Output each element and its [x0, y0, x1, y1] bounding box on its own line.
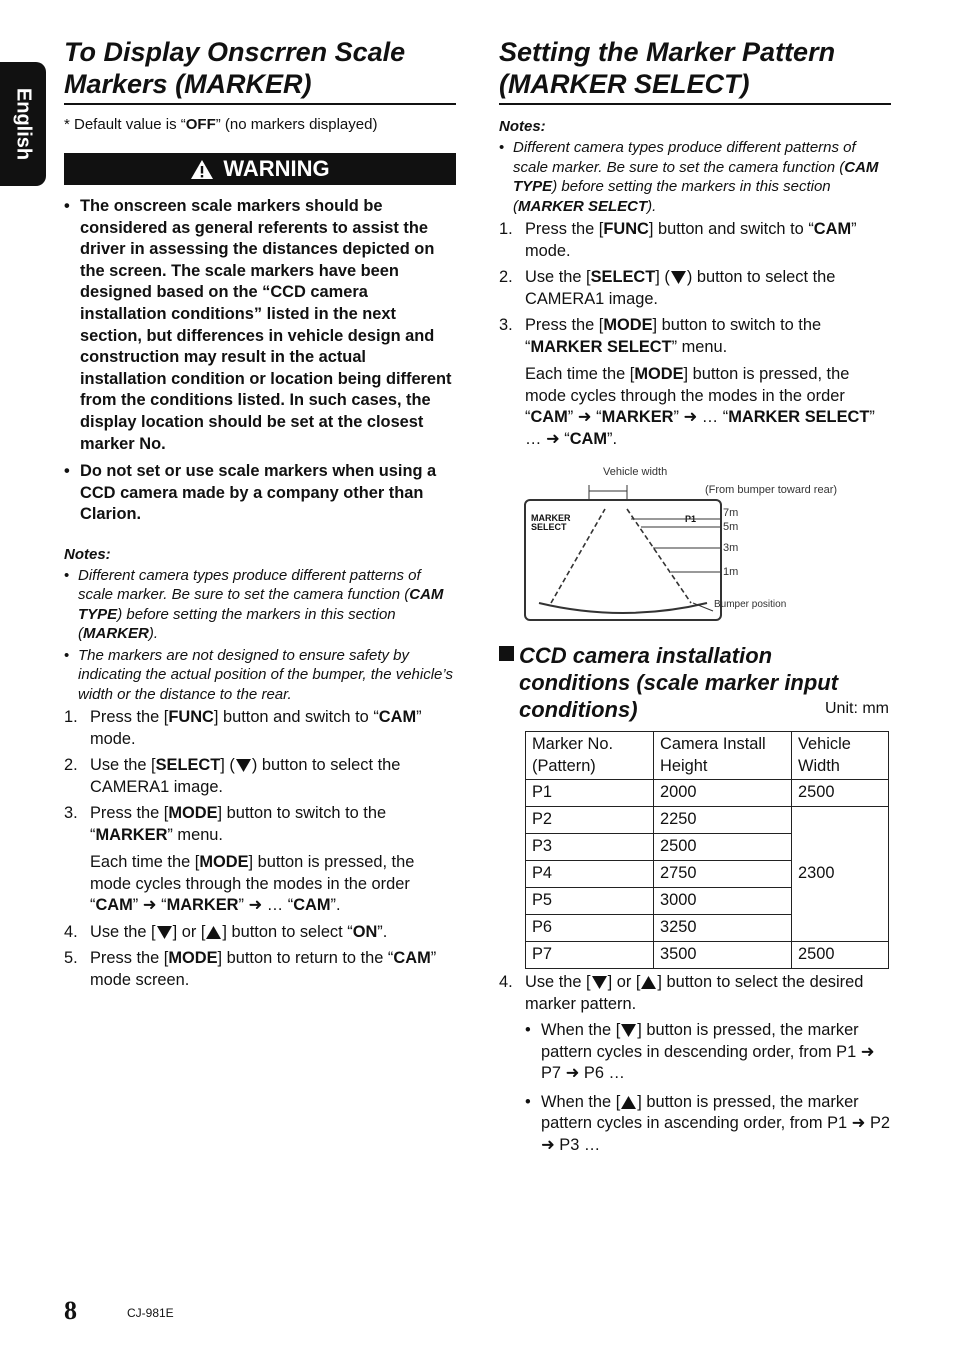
- cell-marker: P6: [526, 915, 654, 942]
- cell-height: 2250: [654, 807, 792, 834]
- screen-label: MARKER: [531, 513, 571, 523]
- default-text: Default value is “: [69, 116, 186, 133]
- cell-marker: P5: [526, 888, 654, 915]
- right-steps: [499, 219, 891, 450]
- down-triangle-icon: [621, 1023, 636, 1037]
- unit-label: Unit: mm: [825, 700, 889, 717]
- warning-item: • Do not set or use scale markers when using a CCD camera made by a company other than Clarion.: [64, 461, 456, 526]
- distance-label: 7m: [723, 507, 739, 519]
- right-column: [499, 36, 891, 1163]
- bullet-descending: • When the [ ] button is pressed, the marker pattern cycles in descending order, from P1 ➜ P7 ➜ P6 …: [525, 1020, 891, 1085]
- step-4: 4. Use the [ ] or [ ] button to select the desired marker pattern. • When the [ ] button is pressed, the marker pattern cycles in descending order, from P1 ➜ P7 ➜ P6 … • When the [ ] button is pressed, the marker pattern cycles in ascending order, from P1 ➜ P2 ➜ P3 …: [499, 972, 891, 1156]
- distance-label: 5m: [723, 521, 739, 533]
- note-item: • Different camera types produce different patterns of scale marker. Be sure to set the camera function (CAM TYPE) before setting the markers in this section (MARKER SELECT).: [499, 138, 891, 216]
- cell-width: 2500: [792, 780, 889, 807]
- bumper-label: Bumper position: [714, 599, 787, 610]
- right-title-line1: Setting the Marker Pattern: [499, 37, 836, 67]
- note-item: • Different camera types produce different patterns of scale marker. Be sure to set the camera function (CAM TYPE) before setting the markers in this section (MARKER).: [64, 566, 456, 644]
- step-1: 1. Press the [FUNC] button and switch to “CAM” mode.: [64, 708, 422, 748]
- table-row: [526, 807, 889, 834]
- step-5: 5. Press the [MODE] button to return to the “CAM” mode screen.: [64, 949, 437, 989]
- col-header: Marker No. (Pattern): [526, 732, 654, 780]
- step-2: 2. Use the [SELECT] ( ) button to select the CAMERA1 image.: [499, 268, 836, 308]
- vehicle-width-label: Vehicle width: [603, 466, 668, 478]
- col-header: Vehicle Width: [792, 732, 889, 780]
- model-number: CJ-981E: [127, 1306, 174, 1320]
- cell-height: 2000: [654, 780, 792, 807]
- default-text-end: ” (no markers displayed): [215, 116, 378, 133]
- left-column: [64, 36, 456, 996]
- notes-list: [64, 566, 456, 705]
- cell-width: 2500: [792, 942, 889, 969]
- cell-height: 2500: [654, 834, 792, 861]
- cell-height: 3250: [654, 915, 792, 942]
- asterisk: *: [64, 116, 70, 133]
- warning-list: [64, 196, 456, 526]
- pattern-label: P1: [685, 514, 697, 524]
- marker-diagram: [513, 463, 873, 623]
- step-3: 3. Press the [MODE] button to switch to the “MARKER” menu. Each time the [MODE] button is pressed, the mode cycles through the modes in the order “CAM” ➜ “MARKER” ➜ … “CAM”.: [64, 803, 456, 917]
- table-header-row: [526, 732, 889, 780]
- section-heading: [499, 642, 891, 723]
- step-3-detail: Each time the [MODE] button is pressed, the mode cycles through the modes in the order “CAM” ➜ “MARKER” ➜ … “MARKER SELECT” … ➜ “CAM”.: [525, 365, 875, 448]
- default-value-note: [64, 116, 456, 133]
- note-item: • The markers are not designed to ensure safety by indicating the actual position of the bumper, the vehicle’s width or the distance to the rear.: [64, 646, 456, 705]
- down-triangle-icon: [671, 270, 686, 284]
- table-row: [526, 780, 889, 807]
- up-triangle-icon: [621, 1095, 636, 1109]
- left-title: [64, 36, 456, 105]
- left-title-line1: To Display Onscrren Scale: [64, 37, 406, 67]
- step-3-detail: Each time the [MODE] button is pressed, the mode cycles through the modes in the order “CAM” ➜ “MARKER” ➜ … “CAM”.: [90, 853, 415, 915]
- warning-banner: [64, 153, 456, 185]
- notes-title: Notes:: [64, 545, 111, 563]
- down-triangle-icon: [236, 758, 251, 772]
- step-4-bullets: [525, 1020, 891, 1156]
- screen-label: SELECT: [531, 522, 567, 532]
- square-bullet-icon: [499, 646, 514, 661]
- cell-height: 3000: [654, 888, 792, 915]
- warning-item: • The onscreen scale markers should be considered as general referents to assist the driver in assessing the distances depicted on the screen. The scale markers have been designed based on the “CCD camera installation conditions” listed in the next section, but differences in vehicle design and construction may result in the actual installation condition or location being different from the conditions listed. In such cases, the display location should be set at the closest marker No.: [64, 196, 456, 455]
- down-triangle-icon: [592, 975, 607, 989]
- up-triangle-icon: [641, 975, 656, 989]
- step-3: 3. Press the [MODE] button to switch to the “MARKER SELECT” menu. Each time the [MODE] button is pressed, the mode cycles through the modes in the order “CAM” ➜ “MARKER” ➜ … “MARKER SELECT” … ➜ “CAM”.: [499, 315, 891, 450]
- cell-marker: P1: [526, 780, 654, 807]
- section-heading-line1: CCD camera installation: [519, 643, 773, 668]
- down-triangle-icon: [157, 925, 172, 939]
- warning-icon: [190, 159, 214, 180]
- cell-height: 2750: [654, 861, 792, 888]
- right-title: [499, 36, 891, 105]
- up-triangle-icon: [206, 925, 221, 939]
- bullet-ascending: • When the [ ] button is pressed, the marker pattern cycles in ascending order, from P1 ➜ P2 ➜ P3 …: [525, 1092, 891, 1157]
- cell-height: 3500: [654, 942, 792, 969]
- default-off: OFF: [185, 116, 216, 133]
- language-tab-label: English: [12, 87, 35, 161]
- step-1: 1. Press the [FUNC] button and switch to “CAM” mode.: [499, 220, 857, 260]
- conditions-table: [525, 731, 889, 969]
- section-heading-line3: conditions): [519, 697, 638, 722]
- cell-marker: P4: [526, 861, 654, 888]
- from-bumper-label: (From bumper toward rear): [705, 484, 838, 496]
- col-header: Camera Install Height: [654, 732, 792, 780]
- distance-label: 1m: [723, 566, 739, 578]
- left-title-line2: Markers (MARKER): [64, 69, 312, 99]
- language-tab: [0, 62, 46, 186]
- section-heading-line2: conditions (scale marker input: [519, 670, 839, 695]
- step-2: 2. Use the [SELECT] ( ) button to select the CAMERA1 image.: [64, 756, 401, 796]
- notes-title: Notes:: [499, 118, 546, 135]
- right-title-line2: (MARKER SELECT): [499, 69, 750, 99]
- cell-marker: P3: [526, 834, 654, 861]
- left-steps: [64, 707, 456, 991]
- page-number: 8: [64, 1296, 77, 1325]
- cell-marker: P7: [526, 942, 654, 969]
- table-row: [526, 942, 889, 969]
- step-4: 4. Use the [ ] or [ ] button to select “ON”.: [64, 922, 388, 941]
- warning-label: WARNING: [223, 156, 330, 181]
- cell-marker: P2: [526, 807, 654, 834]
- right-steps-continued: [499, 972, 891, 1156]
- notes-list: [499, 138, 891, 216]
- cell-width: 2300: [792, 807, 889, 942]
- distance-label: 3m: [723, 542, 739, 554]
